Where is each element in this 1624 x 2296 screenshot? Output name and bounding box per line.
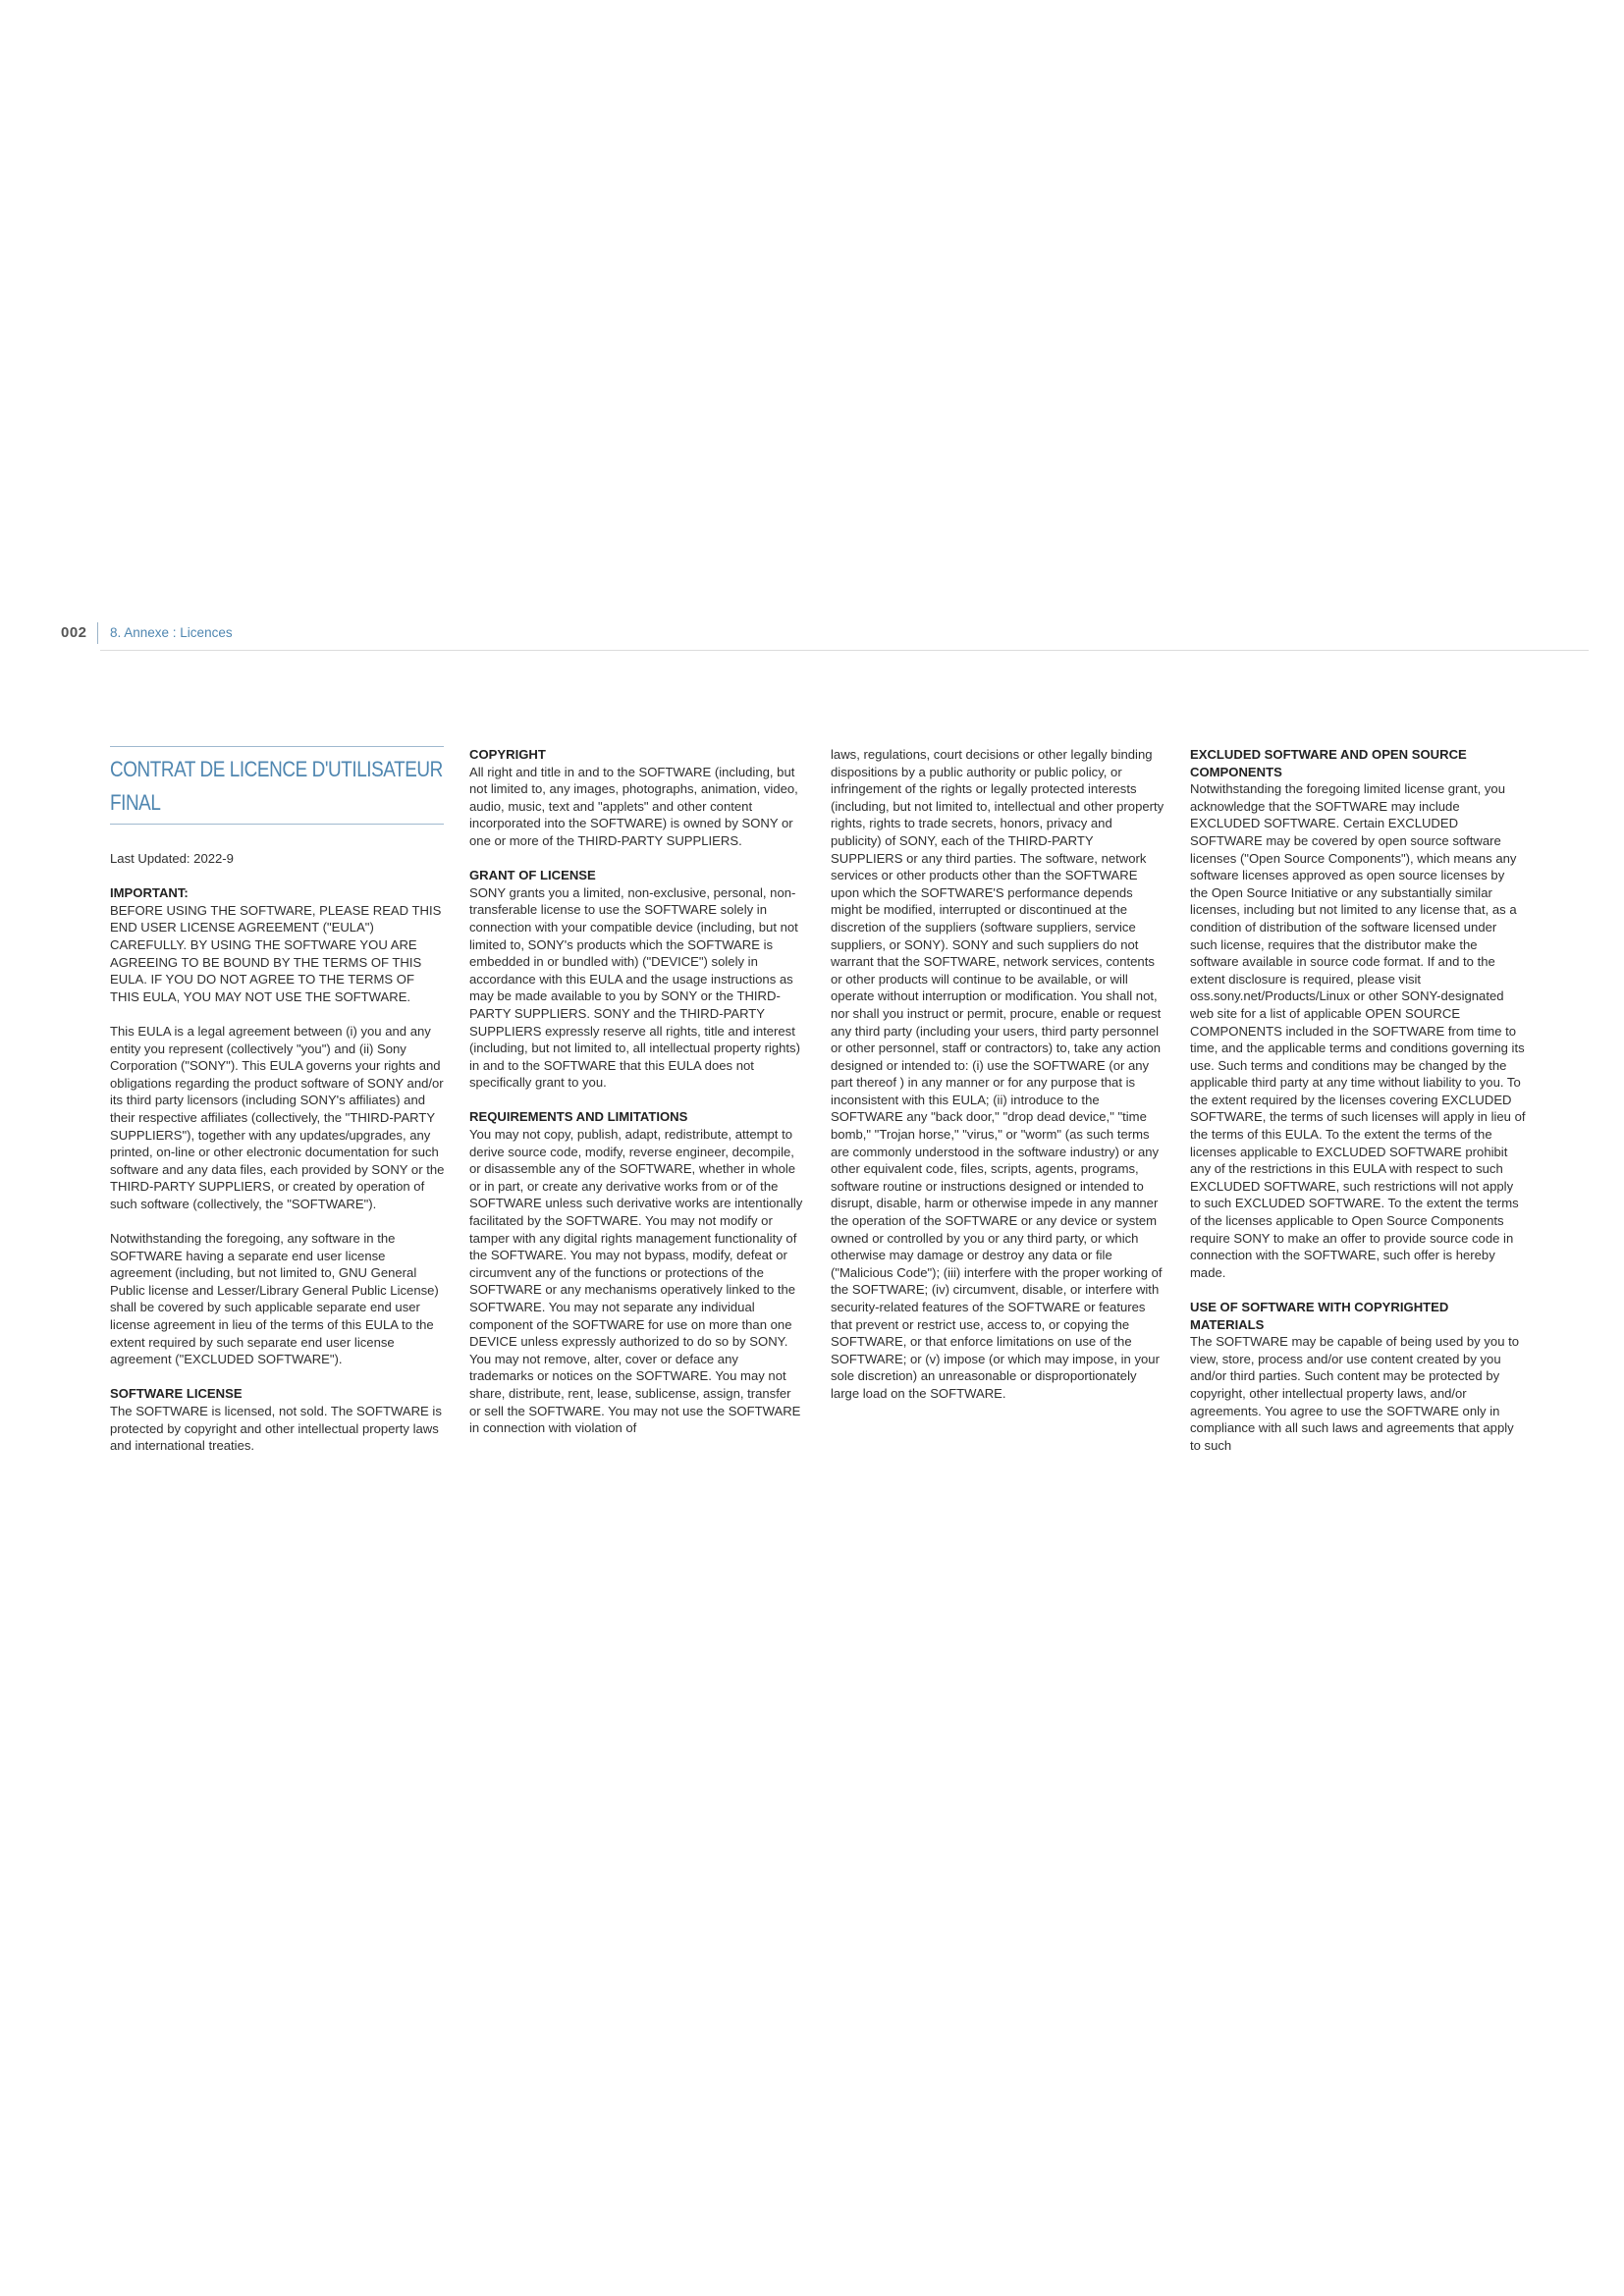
excluded-heading-line1: EXCLUDED SOFTWARE AND OPEN SOURCE	[1190, 747, 1467, 762]
use-heading-line1: USE OF SOFTWARE WITH COPYRIGHTED	[1190, 1300, 1449, 1314]
column-3	[831, 746, 1166, 1403]
eula-title-line1: CONTRAT DE LICENCE D'UTILISATEUR	[110, 757, 443, 781]
header-rule	[100, 650, 1589, 651]
excluded-heading-line2: COMPONENTS	[1190, 764, 1282, 779]
software-license-text: The SOFTWARE is licensed, not sold. The SOFTWARE is protected by copyright and other intellectual property laws and international treaties.	[110, 1404, 442, 1454]
important-text: BEFORE USING THE SOFTWARE, PLEASE READ THIS END USER LICENSE AGREEMENT ("EULA") CAREFULLY. BY USING THE SOFTWARE YOU ARE AGREEING TO BE BOUND BY THE TERMS OF THIS EULA. IF YOU DO NOT AGREE TO THE TERMS OF THIS EULA, YOU MAY NOT USE THE SOFTWARE.	[110, 902, 442, 1004]
software-license-heading: SOFTWARE LICENSE	[110, 1386, 243, 1402]
eula-intro-paragraph: This EULA is a legal agreement between (i) you and any entity you represent (collectively "you") and (ii) Sony Corporation ("SONY"). This EULA governs your rights and obligations regarding the product software of SONY and/or its third party licensors (including SONY's affiliates) and their respective affiliates (collectively, the "THIRD-PARTY SUPPLIERS"), together with any updates/upgrades, any printed, on-line or other electronic documentation for such software and any data files, each provided by SONY or the THIRD-PARTY SUPPLIERS, or created by operation of such software (collectively, the "SOFTWARE").	[110, 1023, 445, 1211]
grant-of-license-text: SONY grants you a limited, non-exclusive, personal, non-transferable license to use the SOFTWARE solely in connection with your compatible device (including, but not limited to, SONY's products which the SOFTWARE is embedded in or bundled with) ("DEVICE") solely in accordance with this EULA and the usage instructions as may be made available to you by SONY or the THIRD-PARTY SUPPLIERS. SONY and the THIRD-PARTY SUPPLIERS expressly reserve all rights, title and interest (including, but not limited to, all intellectual property rights) in and to the SOFTWARE that this EULA does not specifically grant to you.	[469, 884, 800, 1091]
page-number: 002	[61, 624, 87, 641]
eula-title-line2: FINAL	[110, 790, 161, 815]
copyrighted-materials-heading	[1190, 1299, 1526, 1333]
important-heading: IMPORTANT:	[110, 885, 189, 901]
header-separator	[97, 622, 98, 644]
excluded-software-paragraph: Notwithstanding the foregoing, any software in the SOFTWARE having a separate end user license agreement (including, but not limited to, GNU General Public license and Lesser/Library General Public License) shall be covered by such applicable separate end user license agreement in lieu of the terms of this EULA to the extent required by such separate end user license agreement ("EXCLUDED SOFTWARE").	[110, 1231, 439, 1367]
copyright-text: All right and title in and to the SOFTWARE (including, but not limited to, any images, photographs, animation, video, audio, music, text and "applets" and other content incorporated into the SOFTWARE) is owned by SONY or one or more of the THIRD-PARTY SUPPLIERS.	[469, 764, 798, 848]
column-2	[469, 746, 805, 1437]
column-4	[1190, 746, 1526, 1454]
excluded-software-heading	[1190, 746, 1526, 780]
requirements-text: You may not copy, publish, adapt, redistribute, attempt to derive source code, modify, reverse engineer, decompile, or disassemble any of the SOFTWARE, whether in whole or in part, or create any derivative works from or of the SOFTWARE unless such derivative works are intentionally facilitated by the SOFTWARE. You may not modify or tamper with any digital rights management functionality of the SOFTWARE. You may not bypass, modify, defeat or circumvent any of the functions or protections of the SOFTWARE or any mechanisms operatively linked to the SOFTWARE. You may not separate any individual component of the SOFTWARE for use on more than one DEVICE unless expressly authorized to do so by SONY. You may not remove, alter, cover or deface any trademarks or notices on the SOFTWARE. You may not share, distribute, rent, lease, sublicense, assign, transfer or sell the SOFTWARE. You may not use the SOFTWARE in connection with violation of	[469, 1127, 803, 1436]
excluded-software-text: Notwithstanding the foregoing limited license grant, you acknowledge that the SOFTWARE may include EXCLUDED SOFTWARE. Certain EXCLUDED SOFTWARE may be covered by open source software licenses ("Open Source Components"), which means any software licenses approved as open source licenses by the Open Source Initiative or any substantially similar licenses, including but not limited to any license that, as a condition of distribution of the software licensed under such license, requires that the distributor make the software available in source code format. If and to the extent disclosure is required, please visit oss.sony.net/Products/Linux or other SONY-designated web site for a list of applicable OPEN SOURCE COMPONENTS included in the SOFTWARE from time to time, and the applicable terms and conditions governing its use. Such terms and conditions may be changed by the applicable third party at any time without liability to you. To the extent required by the licenses covering EXCLUDED SOFTWARE, the terms of such licenses will apply in lieu of the terms of this EULA. To the extent the terms of the licenses applicable to EXCLUDED SOFTWARE prohibit any of the restrictions in this EULA with respect to such EXCLUDED SOFTWARE, such restrictions will not apply to such EXCLUDED SOFTWARE. To the extent the terms of the licenses applicable to Open Source Components require SONY to make an offer to provide source code in connection with the SOFTWARE, such offer is hereby made.	[1190, 781, 1526, 1280]
section-title: 8. Annexe : Licences	[110, 625, 233, 640]
use-heading-line2: MATERIALS	[1190, 1316, 1265, 1332]
requirements-heading: REQUIREMENTS AND LIMITATIONS	[469, 1109, 688, 1125]
grant-of-license-heading: GRANT OF LICENSE	[469, 868, 596, 883]
copyright-heading: COPYRIGHT	[469, 747, 546, 762]
eula-title	[110, 746, 444, 825]
column-1	[110, 746, 446, 1455]
last-updated: Last Updated: 2022-9	[110, 851, 234, 866]
requirements-continued-text: laws, regulations, court decisions or other legally binding dispositions by a public authority or public policy, or infringement of the rights or legally protected interests (including, but not limited to, intellectual and other property rights, rights to trade secrets, honors, privacy and publicity) of SONY, each of the THIRD-PARTY SUPPLIERS or any third parties. The software, network services or other products other than the SOFTWARE upon which the SOFTWARE'S performance depends might be modified, interrupted or discontinued at the discretion of the suppliers (software suppliers, service suppliers, or SONY). SONY and such suppliers do not warrant that the SOFTWARE, network services, contents or other products will continue to be available, or will operate without interruption or modification. You shall not, nor shall you instruct or permit, procure, enable or request any third party (including your users, third party personnel or other personnel, staff or contractors) to, take any action designed or intended to: (i) use the SOFTWARE (or any part thereof ) in any manner or for any purpose that is inconsistent with this EULA; (ii) introduce to the SOFTWARE any "back door," "drop dead device," "time bomb," "Trojan horse," "virus," or "worm" (as such terms are commonly understood in the software industry) or any other equivalent code, files, scripts, agents, programs, software routine or instructions designed or intended to disrupt, disable, harm or otherwise impede in any manner the operation of the SOFTWARE or any device or system owned or controlled by you or any third party, or which otherwise may damage or destroy any data or file ("Malicious Code"); (iii) interfere with the proper working of the SOFTWARE; (iv) circumvent, disable, or interfere with security-related features of the SOFTWARE or features that prevent or restrict use, access to, or copying the SOFTWARE, or that enforce limitations on use of the SOFTWARE; or (v) impose (or which may impose, in your sole discretion) an unreasonable or disproportionately large load on the SOFTWARE.	[831, 747, 1164, 1401]
page-header	[61, 624, 1589, 652]
copyrighted-materials-text: The SOFTWARE may be capable of being used by you to view, store, process and/or use content created by you and/or third parties. Such content may be protected by copyright, other intellectual property laws, and/or agreements. You agree to use the SOFTWARE only in compliance with all such laws and agreements that apply to such	[1190, 1334, 1520, 1453]
